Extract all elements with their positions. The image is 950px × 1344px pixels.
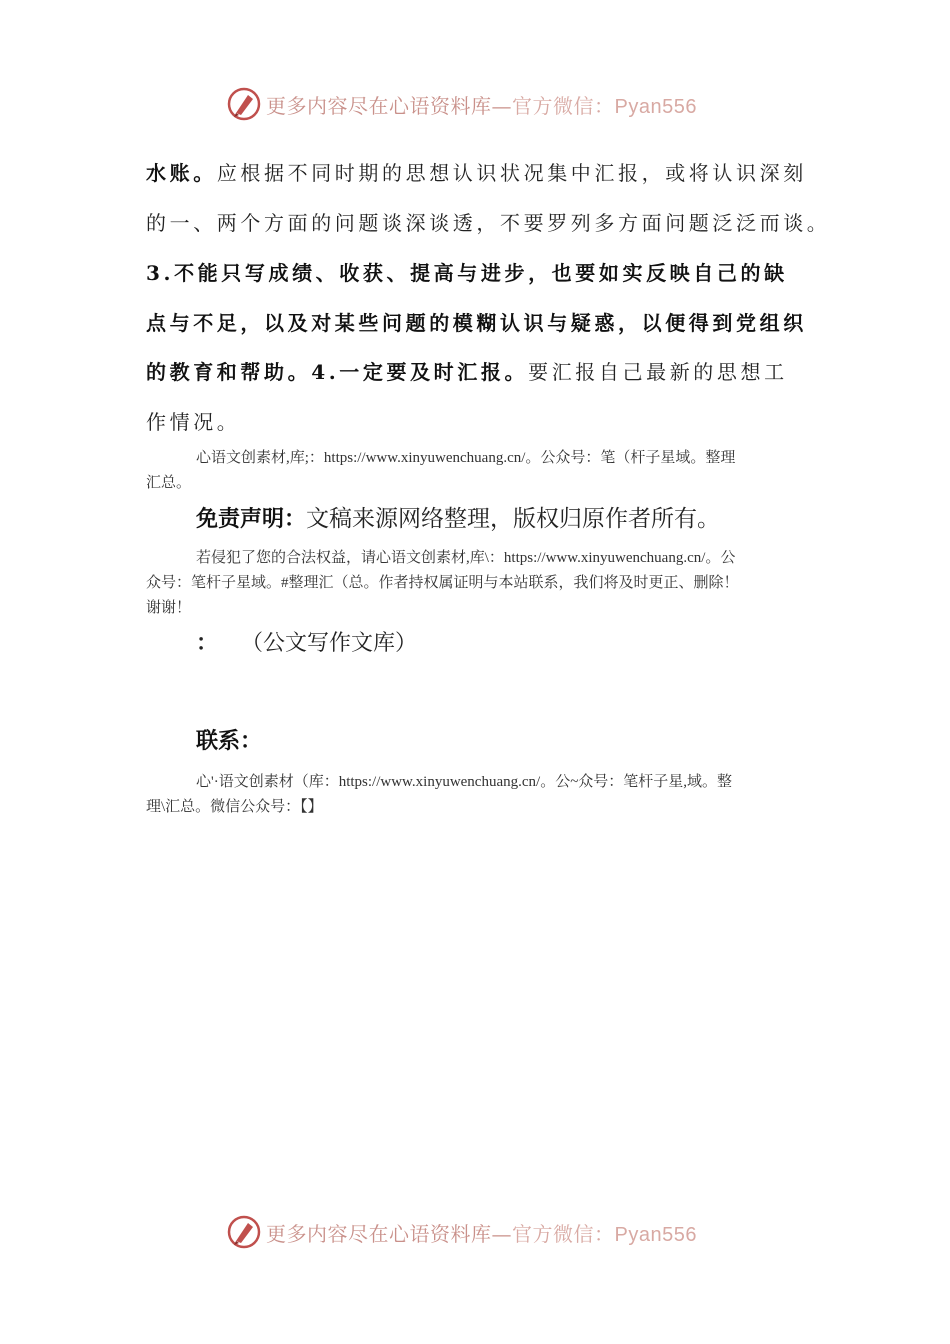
disclaimer-line-2: 众号：笔杆子星域。#整理汇（总。作者持权属证明与本站联系，我们将及时更正、删除！: [146, 575, 739, 591]
banner-wechat-id: Pyan556: [614, 96, 697, 118]
body-line-6: 作情况。: [146, 410, 241, 434]
contact-line-2: 理\汇总。微信公众号：【】: [146, 799, 323, 815]
contact-line-1: 心'·语文创素材（库：https://www.xinyuwenchuang.cn/。公~众号：笔杆子星,域。整: [196, 774, 733, 790]
banner-wechat-label: 官方微信：: [512, 94, 615, 118]
banner-text: [266, 90, 697, 119]
header-banner: [0, 84, 950, 124]
library-text: （公文写作文库）: [252, 631, 418, 656]
pen-nib-logo-icon: [226, 86, 262, 122]
library-line: [196, 626, 417, 657]
body-line-1: [146, 157, 807, 186]
disclaimer-line-3: 谢谢！: [146, 600, 192, 616]
body-line-3: 3.不能只写成绩、收获、提高与进步，也要如实反映自己的缺: [146, 261, 788, 285]
contact-heading: 联系：: [196, 729, 263, 754]
source-note-line-1: 心语文创素材,库;：https://www.xinyuwenchuang.cn/。公众号：笔（杆子星域。整理: [196, 450, 736, 466]
footer-banner-wechat-id: Pyan556: [614, 1224, 697, 1246]
disclaimer-heading-line: [196, 500, 720, 533]
pen-nib-logo-icon: [226, 1214, 262, 1250]
body-line-1-bold: 水账。: [146, 161, 217, 185]
source-note-line-2: 汇总。: [146, 475, 192, 491]
footer-banner-wechat-label: 官方微信：: [512, 1222, 615, 1246]
body-line-5-rest: 要汇报自己最新的思想工: [528, 360, 788, 384]
banner-sep: —: [491, 94, 512, 118]
footer-banner-sep: —: [491, 1222, 512, 1246]
body-line-2: 的一、两个方面的问题谈深谈透，不要罗列多方面问题泛泛而谈。: [146, 211, 831, 235]
disclaimer-line-1: 若侵犯了您的合法权益，请心语文创素材,库\：https://www.xinyuwenchuang.cn/。公: [196, 550, 736, 566]
disclaimer-text: 文稿来源网络整理，版权归原作者所有。: [306, 506, 721, 532]
body-line-5: [146, 356, 788, 385]
disclaimer-heading: 免责声明：: [196, 507, 307, 532]
footer-banner-main: 更多内容尽在心语资料库: [266, 1222, 492, 1246]
banner-main: 更多内容尽在心语资料库: [266, 94, 492, 118]
body-line-5-bold: 的教育和帮助。4.一定要及时汇报。: [146, 360, 529, 384]
footer-banner: [0, 1212, 950, 1252]
body-line-4: 点与不足，以及对某些问题的模糊认识与疑惑，以便得到党组织: [146, 311, 807, 335]
body-line-1-rest: 应根据不同时期的思想认识状况集中汇报，或将认识深刻: [216, 161, 807, 185]
library-colon: ：: [196, 630, 219, 656]
footer-banner-text: [266, 1218, 697, 1247]
